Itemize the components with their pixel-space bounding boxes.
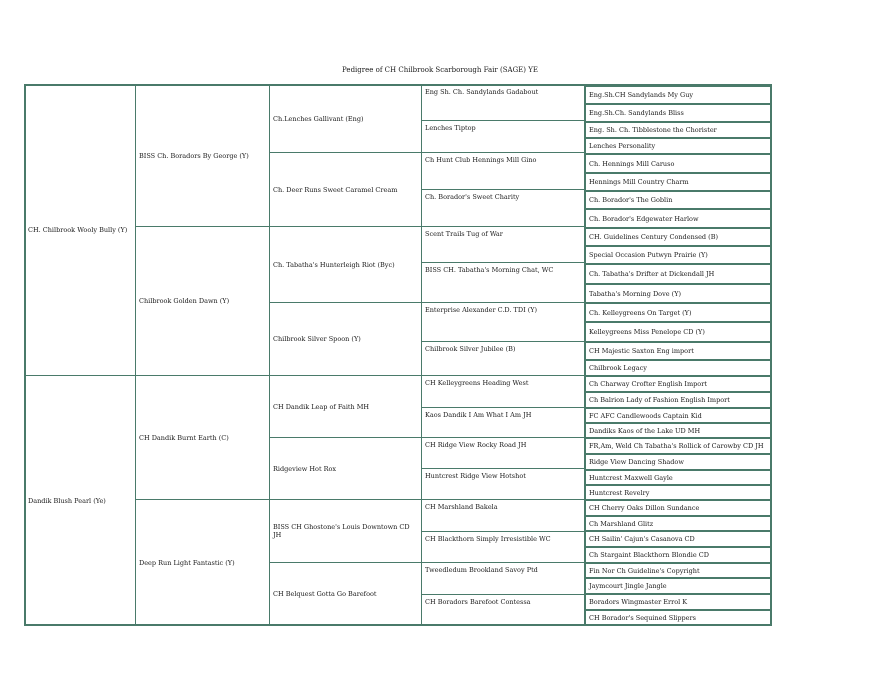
- ancestor-gen4-cell: Ch. Borador's Sweet Charity: [421, 189, 585, 227]
- ancestor-gen5-cell: Ch. Borador's The Goblin: [585, 191, 771, 209]
- ancestor-gen5-cell: FR,Am, Weld Ch Tabatha's Rollick of Carowby CD JH: [585, 438, 771, 454]
- ancestor-gen5-cell: Huntcrest Maxwell Gayle: [585, 470, 771, 485]
- great-grandparent-cell: Chilbrook Silver Spoon (Y): [269, 302, 422, 376]
- ancestor-gen5-cell: Eng. Sh. Ch. Tibblestone the Chorister: [585, 122, 771, 138]
- great-grandparent-cell: Ch.Lenches Gallivant (Eng): [269, 84, 422, 153]
- ancestor-gen4-cell: Enterprise Alexander C.D. TDI (Y): [421, 302, 585, 342]
- ancestor-gen4-cell: Scent Trails Tug of War: [421, 226, 585, 263]
- ancestor-gen5-cell: Dandiks Kaos of the Lake UD MH: [585, 423, 771, 438]
- ancestor-gen4-cell: Huntcrest Ridge View Hotshot: [421, 468, 585, 500]
- ancestor-gen4-cell: CH Marshland Bakela: [421, 499, 585, 532]
- ancestor-gen4-cell: CH Ridge View Rocky Road JH: [421, 437, 585, 469]
- ancestor-gen5-cell: Huntcrest Revelry: [585, 485, 771, 500]
- ancestor-gen4-cell: Lenches Tiptop: [421, 120, 585, 153]
- ancestor-gen4-cell: CH Kelleygreens Heading West: [421, 375, 585, 408]
- great-grandparent-cell: CH Dandik Leap of Faith MH: [269, 375, 422, 438]
- ancestor-gen5-cell: CH Sailin' Cajun's Casanova CD: [585, 531, 771, 547]
- grandparent-cell: CH Dandik Burnt Earth (C): [135, 375, 270, 500]
- grandparent-cell: Deep Run Light Fantastic (Y): [135, 499, 270, 626]
- ancestor-gen5-cell: Boradors Wingmaster Errol K: [585, 594, 771, 610]
- ancestor-gen5-cell: Ch Stargaint Blackthorn Blondie CD: [585, 547, 771, 563]
- ancestor-gen5-cell: Chilbrook Legacy: [585, 360, 771, 376]
- ancestor-gen5-cell: Ch. Borador's Edgewater Harlow: [585, 209, 771, 228]
- great-grandparent-cell: Ridgeview Hot Rox: [269, 437, 422, 500]
- ancestor-gen5-cell: CH. Guidelines Century Condensed (B): [585, 228, 771, 246]
- ancestor-gen5-cell: CH Borador's Sequined Slippers: [585, 610, 771, 625]
- ancestor-gen4-cell: CH Boradors Barefoot Contessa: [421, 594, 585, 626]
- ancestor-gen5-cell: Fin Nor Ch Guideline's Copyright: [585, 563, 771, 578]
- ancestor-gen5-cell: Hennings Mill Country Charm: [585, 173, 771, 191]
- ancestor-gen5-cell: Lenches Personality: [585, 138, 771, 154]
- ancestor-gen5-cell: Ch Balrion Lady of Fashion English Import: [585, 392, 771, 408]
- ancestor-gen5-cell: Ch. Hennings Mill Caruso: [585, 154, 771, 173]
- ancestor-gen5-cell: Eng.Sh.Ch. Sandylands Bliss: [585, 104, 771, 122]
- grandparent-cell: BISS Ch. Boradors By George (Y): [135, 84, 270, 227]
- great-grandparent-cell: Ch. Tabatha's Hunterleigh Riot (Byc): [269, 226, 422, 303]
- ancestor-gen5-cell: Eng.Sh.CH Sandylands My Guy: [585, 86, 771, 104]
- ancestor-gen5-cell: Ch. Kelleygreens On Target (Y): [585, 303, 771, 322]
- ancestor-gen5-cell: Jaymcourt Jingle Jangle: [585, 578, 771, 594]
- ancestor-gen5-cell: Special Occasion Putwyn Prairie (Y): [585, 246, 771, 264]
- grandparent-cell: Chilbrook Golden Dawn (Y): [135, 226, 270, 376]
- ancestor-gen4-cell: Eng Sh. Ch. Sandylands Gadabout: [421, 84, 585, 121]
- ancestor-gen5-cell: Ridge View Dancing Shadow: [585, 454, 771, 470]
- ancestor-gen4-cell: Tweedledum Brookland Savoy Ptd: [421, 562, 585, 595]
- dam-cell: Dandik Blush Pearl (Ye): [24, 375, 136, 626]
- ancestor-gen5-cell: FC AFC Candlewoods Captain Kid: [585, 408, 771, 423]
- page-title: Pedigree of CH Chilbrook Scarborough Fair (SAGE) YE: [342, 66, 538, 74]
- ancestor-gen5-cell: CH Majestic Saxton Eng import: [585, 342, 771, 360]
- ancestor-gen5-cell: Ch Marshland Glitz: [585, 516, 771, 531]
- ancestor-gen4-cell: Chilbrook Silver Jubilee (B): [421, 341, 585, 376]
- great-grandparent-cell: CH Belquest Gotta Go Barefoot: [269, 562, 422, 626]
- ancestor-gen5-cell: Kelleygreens Miss Penelope CD (Y): [585, 322, 771, 342]
- sire-cell: CH. Chilbrook Wooly Bully (Y): [24, 84, 136, 376]
- ancestor-gen4-cell: Ch Hunt Club Hennings Mill Gino: [421, 152, 585, 190]
- ancestor-gen5-cell: Tabatha's Morning Dove (Y): [585, 284, 771, 303]
- great-grandparent-cell: Ch. Deer Runs Sweet Caramel Cream: [269, 152, 422, 227]
- ancestor-gen4-cell: Kaos Dandik I Am What I Am JH: [421, 407, 585, 438]
- ancestor-gen5-cell: Ch Charway Crofter English Import: [585, 376, 771, 392]
- ancestor-gen5-cell: CH Cherry Oaks Dillon Sundance: [585, 500, 771, 516]
- great-grandparent-cell: BISS CH Ghostone's Louis Downtown CD JH: [269, 499, 422, 563]
- ancestor-gen5-cell: Ch. Tabatha's Drifter at Dickendall JH: [585, 264, 771, 284]
- ancestor-gen4-cell: BISS CH. Tabatha's Morning Chat, WC: [421, 262, 585, 303]
- ancestor-gen4-cell: CH Blackthorn Simply Irresistible WC: [421, 531, 585, 563]
